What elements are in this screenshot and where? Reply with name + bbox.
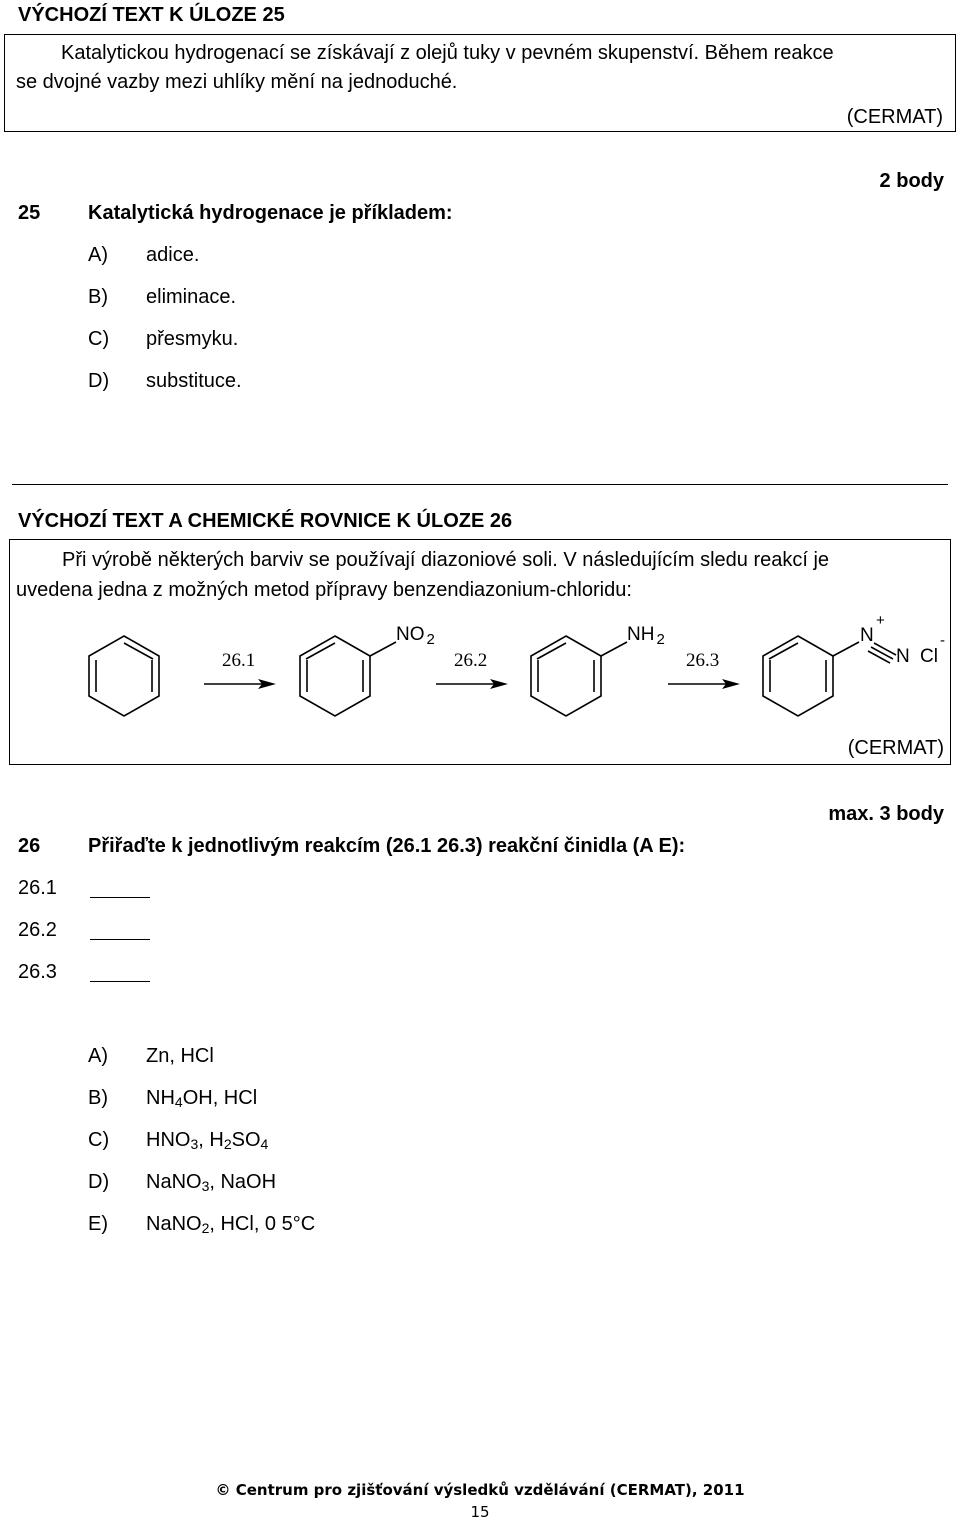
q25-number: 25 [18,202,41,224]
reagent-a-text: Zn, HCl [146,1045,214,1067]
answer-row-26-3 [18,961,57,984]
section2-heading: VÝCHOZÍ TEXT A CHEMICKÉ ROVNICE K ÚLOZE 26 [18,510,513,532]
amino-group-label: NH $_2$ [627,624,665,648]
reaction-scheme [0,0,960,760]
aniline-ring [531,636,627,716]
reagent-e-text: NaNO$_2$, HCl, 0 5°C [146,1213,316,1236]
reagent-e-letter: E) [88,1213,108,1235]
answer-label: 26.3 [18,961,57,983]
answer-label: 26.2 [18,919,57,941]
q25-option-a-letter: A) [88,244,108,266]
reagent-c-letter: C) [88,1129,110,1151]
reaction-arrows [204,679,740,689]
nitrobenzene-ring [300,636,396,716]
q25-question: Katalytická hydrogenace je příkladem: [88,202,453,224]
answer-label: 26.1 [18,877,57,899]
step-label-26-2: 26.2 [454,650,488,671]
diazo-n1: N [860,625,874,646]
section1-heading: VÝCHOZÍ TEXT K ÚLOZE 25 [18,4,285,26]
reagent-d-letter: D) [88,1171,110,1193]
page-number: 15 [470,1503,490,1521]
diazonium-ring [763,636,896,716]
q26-number: 26 [18,835,41,857]
q26-points: max. 3 body [828,803,944,825]
step-label-26-3: 26.3 [686,650,720,671]
footer-copyright: © Centrum pro zjišťování výsledků vzdělávání (CERMAT), 2011 [215,1481,745,1499]
q25-option-b-letter: B) [88,286,108,308]
benzene-ring-1 [89,636,159,716]
diazo-minus: - [940,632,945,649]
section1-text-line1: Katalytickou hydrogenací se získávají z olejů tuky v pevném skupenství. Během reakce [61,42,834,64]
reagent-b-text: $NH_4OH$, HCl [146,1087,258,1110]
q25-option-c-text[interactable]: přesmyku. [146,328,239,350]
nitro-group-label: NO $_2$ [396,624,435,648]
section1-text-line2: se dvojné vazby mezi uhlíky mění na jednoduché. [16,71,458,93]
q25-option-c-letter: C) [88,328,110,350]
answer-row-26-2 [18,919,57,942]
reagent-b-letter: B) [88,1087,108,1109]
section2-text-line2: uvedena jedna z možných metod přípravy benzendiazonium-chloridu: [16,579,632,601]
q25-option-a-text[interactable]: adice. [146,244,200,266]
diazo-plus: + [876,612,885,629]
section1-source: (CERMAT) [846,106,943,128]
step-label-26-1: 26.1 [222,650,256,671]
q25-option-d-text[interactable]: substituce. [146,370,242,392]
answer-row-26-1 [18,877,57,900]
reagent-d-text: NaNO$_3$, NaOH [146,1171,277,1194]
q26-question: Přiřaďte k jednotlivým reakcím (26.1 26.3) reakční činidla (A E): [88,835,686,857]
answer-blank-26-2[interactable] [90,925,150,940]
diazo-cl: Cl [920,646,938,667]
q25-option-b-text[interactable]: eliminace. [146,286,237,308]
q25-option-d-letter: D) [88,370,110,392]
reagent-c-text: $HNO_3$, $H_2SO_4$ [146,1129,269,1152]
reagent-a-letter: A) [88,1045,108,1067]
answer-blank-26-1[interactable] [90,883,150,898]
answer-blank-26-3[interactable] [90,967,150,982]
section2-text-line1: Při výrobě některých barviv se používají diazoniové soli. V následujícím sledu reakcí je [62,549,830,571]
section2-source: (CERMAT) [847,737,944,759]
diazo-n2: N [896,646,910,667]
q25-points: 2 body [879,170,944,192]
